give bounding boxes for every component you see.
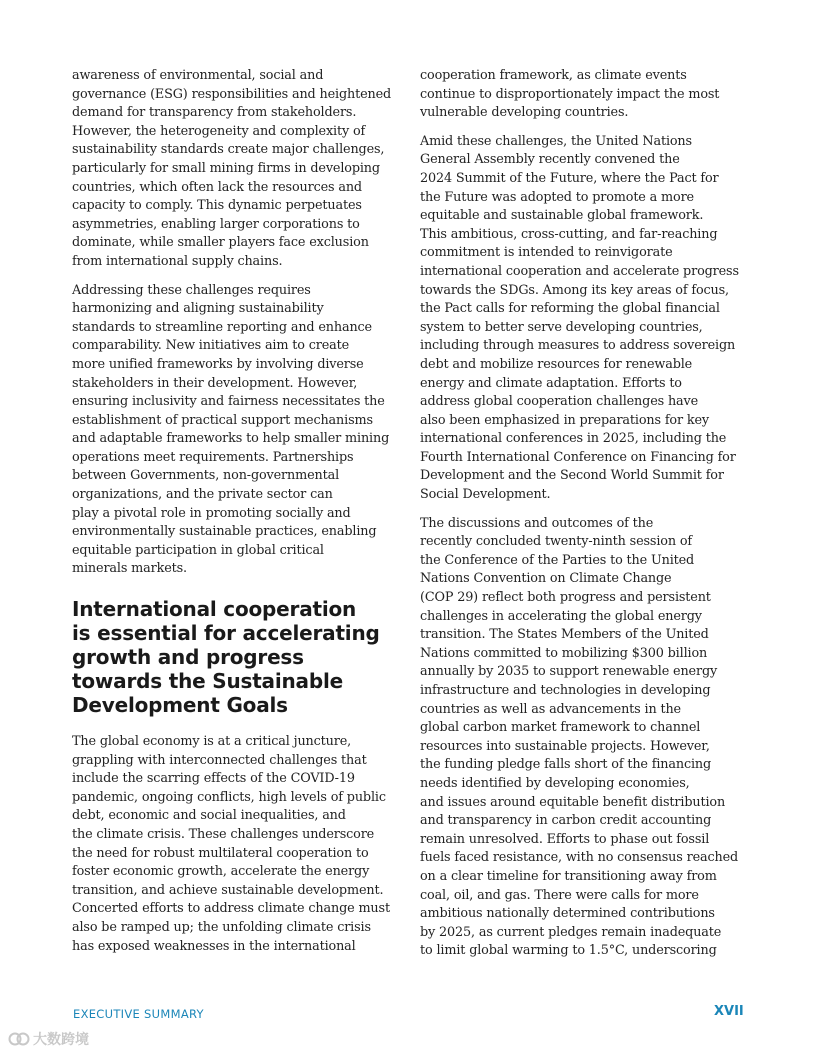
- text-line: Amid these challenges, the United Nations: [420, 133, 692, 149]
- text-line: Concerted efforts to address climate change must: [72, 901, 390, 917]
- watermark-text: 大数跨境: [33, 1032, 89, 1048]
- text-line: Nations committed to mobilizing $300 billion: [420, 645, 708, 661]
- text-line: towards the Sustainable: [72, 669, 343, 694]
- text-line: fuels faced resistance, with no consensus reached: [420, 850, 739, 866]
- text-line: Development and the Second World Summit for: [420, 468, 724, 484]
- text-line: play a pivotal role in promoting socially and: [72, 505, 351, 521]
- right-paragraph-2: [420, 133, 746, 505]
- text-line: Addressing these challenges requires: [72, 282, 311, 298]
- text-line: demand for transparency from stakeholders.: [72, 105, 357, 121]
- text-line: This ambitious, cross-cutting, and far-reaching: [420, 226, 718, 242]
- text-line: Development Goals: [72, 693, 288, 718]
- section-heading: [72, 597, 398, 717]
- text-line: global carbon market framework to channel: [420, 720, 701, 736]
- text-line: pandemic, ongoing conflicts, high levels of public: [72, 789, 386, 805]
- text-line: to limit global warming to 1.5°C, underscoring: [420, 943, 717, 959]
- text-line: vulnerable developing countries.: [420, 105, 629, 121]
- left-paragraph-3: [72, 733, 398, 956]
- text-line: and adaptable frameworks to help smaller mining: [72, 431, 390, 447]
- text-line: grappling with interconnected challenges that: [72, 752, 367, 768]
- text-line: resources into sustainable projects. However,: [420, 738, 710, 754]
- text-line: including through measures to address sovereign: [420, 338, 736, 354]
- text-line: debt, economic and social inequalities, and: [72, 808, 346, 824]
- text-line: General Assembly recently convened the: [420, 152, 680, 168]
- text-line: address global cooperation challenges have: [420, 394, 699, 410]
- text-line: stakeholders in their development. However,: [72, 375, 358, 391]
- text-line: towards the SDGs. Among its key areas of focus,: [420, 282, 729, 298]
- page-number: XVII: [714, 1004, 744, 1019]
- text-line: capacity to comply. This dynamic perpetuates: [72, 198, 362, 214]
- text-line: particularly for small mining firms in developing: [72, 160, 380, 176]
- text-line: governance (ESG) responsibilities and heightened: [72, 86, 392, 102]
- text-line: sustainability standards create major challenges,: [72, 142, 385, 158]
- text-line: dominate, while smaller players face exclusion: [72, 235, 369, 251]
- right-column: [420, 67, 746, 971]
- text-line: ensuring inclusivity and fairness necessitates the: [72, 394, 385, 410]
- footer-section-label: EXECUTIVE SUMMARY: [73, 1007, 204, 1021]
- text-line: foster economic growth, accelerate the energy: [72, 864, 370, 880]
- text-line: and transparency in carbon credit accounting: [420, 813, 712, 829]
- text-line: establishment of practical support mechanisms: [72, 412, 373, 428]
- text-line: The global economy is at a critical juncture,: [72, 734, 352, 750]
- text-line: the Future was adopted to promote a more: [420, 189, 694, 205]
- text-line: and issues around equitable benefit distribution: [420, 794, 726, 810]
- text-line: standards to streamline reporting and enhance: [72, 319, 372, 335]
- text-line: the need for robust multilateral cooperation to: [72, 845, 369, 861]
- text-line: International cooperation: [72, 597, 357, 622]
- text-line: the Conference of the Parties to the United: [420, 552, 695, 568]
- text-line: minerals markets.: [72, 561, 187, 577]
- text-line: harmonizing and aligning sustainability: [72, 301, 324, 317]
- text-line: organizations, and the private sector can: [72, 487, 333, 503]
- text-line: countries, which often lack the resources and: [72, 179, 362, 195]
- watermark: [8, 1029, 89, 1049]
- text-line: commitment is intended to reinvigorate: [420, 245, 673, 261]
- text-line: ambitious nationally determined contributions: [420, 906, 715, 922]
- text-line: international cooperation and accelerate progress: [420, 263, 739, 279]
- text-line: countries as well as advancements in the: [420, 701, 681, 717]
- text-line: recently concluded twenty-ninth session of: [420, 534, 693, 550]
- right-paragraph-3: [420, 515, 746, 961]
- text-line: system to better serve developing countries,: [420, 319, 703, 335]
- text-line: the climate crisis. These challenges underscore: [72, 827, 375, 842]
- text-line: coal, oil, and gas. There were calls for more: [420, 887, 699, 903]
- text-line: on a clear timeline for transitioning away from: [420, 868, 717, 884]
- left-paragraph-2: [72, 282, 398, 580]
- text-line: transition. The States Members of the United: [420, 627, 709, 643]
- text-line: operations meet requirements. Partnerships: [72, 449, 354, 465]
- right-paragraph-1: [420, 67, 746, 123]
- text-line: Fourth International Conference on Financing for: [420, 449, 736, 465]
- text-line: remain unresolved. Efforts to phase out fossil: [420, 831, 710, 847]
- text-line: awareness of environmental, social and: [72, 68, 324, 83]
- text-line: the Pact calls for reforming the global financial: [420, 301, 720, 317]
- text-line: Nations Convention on Climate Change: [420, 571, 672, 587]
- text-line: by 2025, as current pledges remain inadequate: [420, 924, 722, 940]
- text-line: needs identified by developing economies,: [420, 775, 690, 791]
- text-line: the funding pledge falls short of the financing: [420, 757, 712, 773]
- left-paragraph-1: [72, 67, 398, 272]
- text-line: energy and climate adaptation. Efforts to: [420, 375, 682, 391]
- text-line: has exposed weaknesses in the international: [72, 938, 356, 954]
- text-line: environmentally sustainable practices, enabling: [72, 524, 377, 540]
- text-line: asymmetries, enabling larger corporations to: [72, 216, 360, 232]
- text-line: debt and mobilize resources for renewable: [420, 356, 693, 372]
- text-line: (COP 29) reflect both progress and persistent: [420, 590, 711, 606]
- text-line: comparability. New initiatives aim to create: [72, 338, 350, 354]
- text-line: cooperation framework, as climate events: [420, 68, 687, 83]
- text-line: growth and progress: [72, 645, 304, 670]
- text-line: include the scarring effects of the COVID-19: [72, 771, 355, 787]
- text-line: continue to disproportionately impact the most: [420, 86, 720, 102]
- text-line: equitable participation in global critical: [72, 542, 324, 558]
- text-line: also been emphasized in preparations for key: [420, 412, 709, 428]
- text-line: international conferences in 2025, including the: [420, 431, 727, 447]
- text-line: The discussions and outcomes of the: [420, 515, 654, 531]
- watermark-logo-icon: [8, 1030, 30, 1048]
- text-line: also be ramped up; the unfolding climate crisis: [72, 919, 371, 935]
- text-line: more unified frameworks by involving diverse: [72, 356, 364, 372]
- text-line: from international supply chains.: [72, 253, 283, 269]
- text-line: equitable and sustainable global framework.: [420, 208, 704, 224]
- text-line: transition, and achieve sustainable development.: [72, 882, 384, 898]
- text-line: 2024 Summit of the Future, where the Pact for: [420, 170, 719, 186]
- text-line: However, the heterogeneity and complexity of: [72, 123, 366, 139]
- text-line: annually by 2035 to support renewable energy: [420, 664, 718, 680]
- left-column: [72, 67, 398, 966]
- text-line: infrastructure and technologies in developing: [420, 683, 711, 698]
- text-line: Social Development.: [420, 487, 551, 503]
- text-line: is essential for accelerating: [72, 621, 380, 646]
- text-line: between Governments, non-governmental: [72, 468, 340, 484]
- text-line: challenges in accelerating the global energy: [420, 608, 702, 624]
